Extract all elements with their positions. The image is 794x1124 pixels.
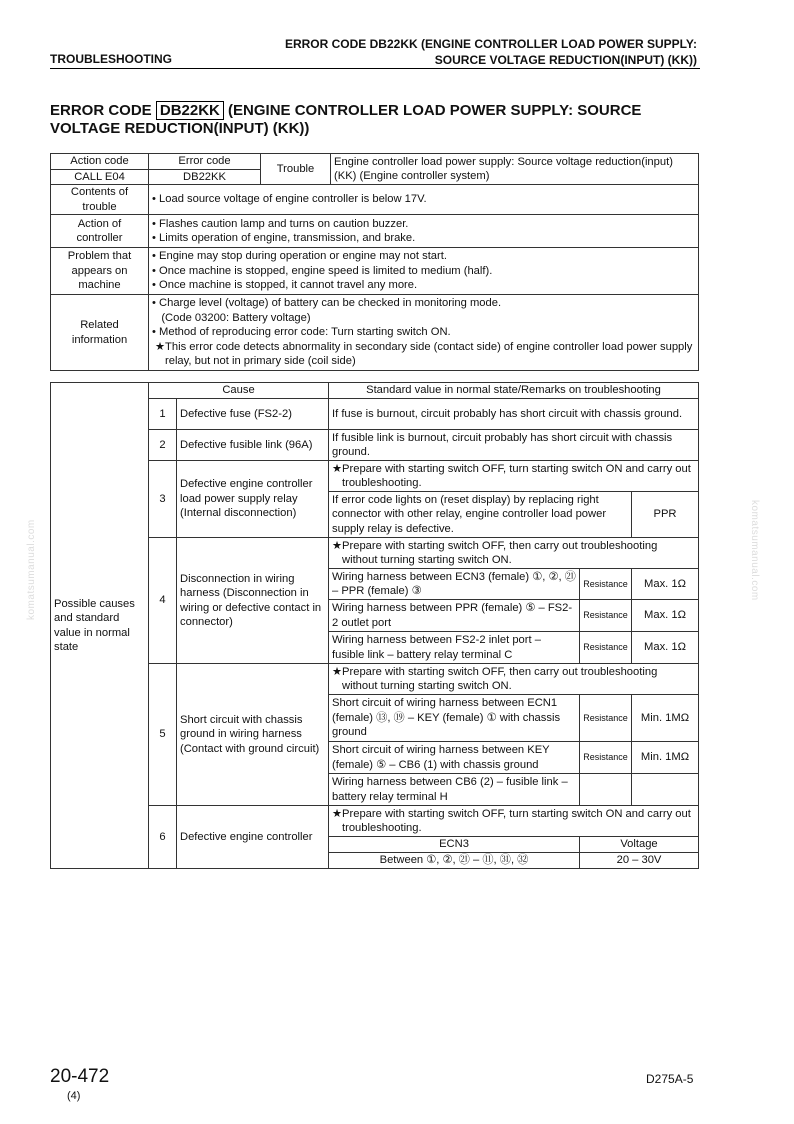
remarks-header: Standard value in normal state/Remarks on troubleshooting [329, 383, 699, 399]
action-code-label: Action code [51, 154, 149, 170]
info-table [50, 153, 699, 371]
trouble-text: Engine controller load power supply: Source voltage reduction(input) (KK) (Engine controller system) [331, 154, 699, 185]
check-text: Short circuit of wiring harness between KEY (female) ⑤ – CB6 (1) with chassis ground [329, 742, 580, 774]
contents-text [149, 185, 699, 215]
check-value: Min. 1MΩ [632, 695, 699, 742]
contents-label: Contents of trouble [51, 185, 149, 215]
info-row-related [51, 295, 699, 371]
check-value [632, 774, 699, 806]
trouble-label: Trouble [261, 154, 331, 185]
page-number: 20-472 [50, 1066, 110, 1087]
info-header-row [51, 154, 699, 170]
running-header-line1: ERROR CODE DB22KK (ENGINE CONTROLLER LOAD POWER SUPPLY: [284, 37, 697, 51]
cause-row-2 [51, 430, 699, 461]
action-text [149, 215, 699, 248]
cause-row-6-prep [51, 806, 699, 837]
cause-number: 1 [149, 399, 177, 430]
cause-prep-note: ★Prepare with starting switch OFF, turn starting switch ON and carry out troubleshooting. [329, 461, 699, 492]
running-header [285, 36, 697, 68]
cause-row-3-prep [51, 461, 699, 492]
section-label: TROUBLESHOOTING [50, 52, 172, 66]
related-note: ★This error code detects abnormality in secondary side (contact side) of engine controller load power supply relay, but not in primary side (coil side) [155, 340, 693, 368]
running-header-line2: SOURCE VOLTAGE REDUCTION(INPUT) (KK)) [434, 53, 697, 67]
cause-number: 6 [149, 806, 177, 869]
related-line: (Code 03200: Battery voltage) [152, 311, 311, 324]
cause-remark: If fusible link is burnout, circuit probably has short circuit with chassis ground. [329, 430, 699, 461]
model-number: D275A-5 [646, 1072, 694, 1086]
cause-remark: If fuse is burnout, circuit probably has short circuit with chassis ground. [329, 399, 699, 430]
info-row-contents [51, 185, 699, 215]
problem-text [149, 248, 699, 295]
problem-label: Problem that appears on machine [51, 248, 149, 295]
error-code-label: Error code [149, 154, 261, 170]
cause-header-row [51, 383, 699, 399]
cause-text: Disconnection in wiring harness (Disconnection in wiring or defective contact in connector) [177, 538, 329, 664]
check-value: Max. 1Ω [632, 600, 699, 632]
check-kind: Resistance [580, 600, 632, 632]
problem-line: • Once machine is stopped, it cannot travel any more. [152, 279, 418, 292]
voltage-value: 20 – 30V [580, 853, 699, 869]
related-label: Related information [51, 295, 149, 371]
cause-prep-note: ★Prepare with starting switch OFF, turn starting switch ON and carry out troubleshooting. [329, 806, 699, 837]
ecn-pins: Between ①, ②, ㉑ – ⑪, ㉛, ㉜ [329, 853, 580, 869]
related-line: • Charge level (voltage) of battery can be checked in monitoring mode. [152, 297, 502, 310]
cause-text: Defective engine controller [177, 806, 329, 869]
check-value: Max. 1Ω [632, 569, 699, 600]
watermark-left: komatsumanual.com [26, 519, 37, 620]
cause-number: 5 [149, 664, 177, 806]
action-label: Action of controller [51, 215, 149, 248]
info-row-action [51, 215, 699, 248]
cause-detail: If error code lights on (reset display) by replacing right connector with other relay, engine controller load power supply relay is defective. [329, 492, 632, 538]
check-text: Wiring harness between PPR (female) ⑤ – FS2-2 outlet port [329, 600, 580, 632]
cause-number: 4 [149, 538, 177, 664]
cause-prep-note: ★Prepare with starting switch OFF, then carry out troubleshooting without turning starting switch ON. [329, 664, 699, 695]
title-prefix: ERROR CODE [50, 102, 152, 119]
check-kind: Resistance [580, 632, 632, 664]
cause-prep-note: ★Prepare with starting switch OFF, then carry out troubleshooting without turning starting switch ON. [329, 538, 699, 569]
action-line: • Limits operation of engine, transmission, and brake. [152, 232, 416, 244]
cause-value: PPR [632, 492, 699, 538]
title-error-code: DB22KK [156, 101, 224, 120]
cause-text: Defective fuse (FS2-2) [177, 399, 329, 430]
problem-line: • Once machine is stopped, engine speed is limited to medium (half). [152, 264, 493, 277]
action-line: • Flashes caution lamp and turns on caution buzzer. [152, 217, 409, 230]
title-line2: VOLTAGE REDUCTION(INPUT) (KK)) [50, 120, 310, 137]
voltage-header: Voltage [580, 837, 699, 853]
check-kind [580, 774, 632, 806]
related-text [149, 295, 699, 371]
page-title [50, 102, 700, 138]
problem-line: • Engine may stop during operation or engine may not start. [152, 250, 447, 263]
cause-header: Cause [149, 383, 329, 399]
check-text: Wiring harness between FS2-2 inlet port – fusible link – battery relay terminal C [329, 632, 580, 664]
cause-text: Defective engine controller load power supply relay (Internal disconnection) [177, 461, 329, 538]
check-value: Min. 1MΩ [632, 742, 699, 774]
cause-text: Defective fusible link (96A) [177, 430, 329, 461]
page-sub: (4) [67, 1090, 81, 1102]
check-text: Short circuit of wiring harness between ECN1 (female) ⑬, ⑲ – KEY (female) ① with chassis ground [329, 695, 580, 742]
title-rest: (ENGINE CONTROLLER LOAD POWER SUPPLY: SOURCE [228, 102, 642, 119]
cause-row-1 [51, 399, 699, 430]
cause-number: 3 [149, 461, 177, 538]
header-rule [50, 68, 700, 69]
check-text: Wiring harness between CB6 (2) – fusible link – battery relay terminal H [329, 774, 580, 806]
ecn-header: ECN3 [329, 837, 580, 853]
contents-line: • Load source voltage of engine controller is below 17V. [152, 193, 427, 206]
cause-text: Short circuit with chassis ground in wiring harness (Contact with ground circuit) [177, 664, 329, 806]
cause-row-5-prep [51, 664, 699, 695]
check-value: Max. 1Ω [632, 632, 699, 664]
check-kind: Resistance [580, 695, 632, 742]
cause-row-4-prep [51, 538, 699, 569]
cause-table [50, 382, 699, 869]
cause-number: 2 [149, 430, 177, 461]
action-code-value: CALL E04 [51, 169, 149, 185]
check-kind: Resistance [580, 742, 632, 774]
possible-causes-label: Possible causes and standard value in normal state [51, 383, 149, 869]
check-text: Wiring harness between ECN3 (female) ①, ②, ㉑ – PPR (female) ③ [329, 569, 580, 600]
error-code-value: DB22KK [149, 169, 261, 185]
related-line: • Method of reproducing error code: Turn starting switch ON. [152, 326, 451, 339]
info-row-problem [51, 248, 699, 295]
watermark-right: komatsumanual.com [749, 500, 760, 601]
check-kind: Resistance [580, 569, 632, 600]
